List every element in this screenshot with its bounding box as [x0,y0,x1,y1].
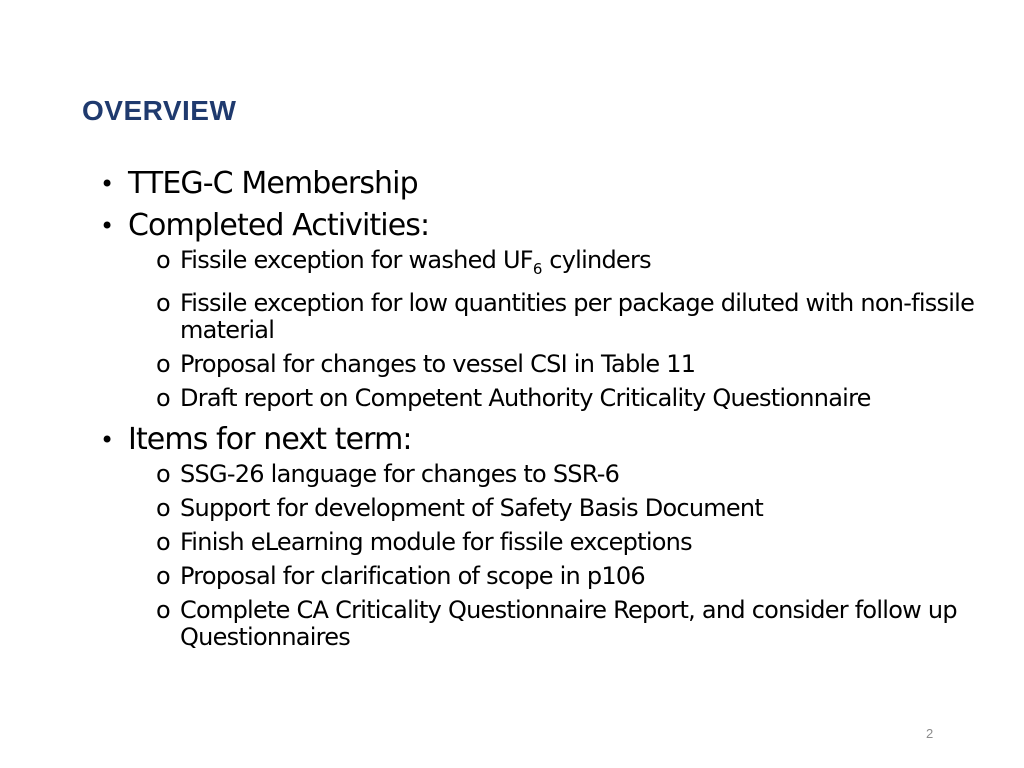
sub-bullet-text: Complete CA Criticality Questionnaire Report, and consider follow up Questionnaires [180,595,957,651]
chemical-subscript: 6 [532,259,543,278]
circle-bullet-icon: o [156,595,171,624]
bullet-item-completed-activities [100,205,980,247]
next-term-list [100,461,980,651]
bullet-label: Items for next term: [128,421,412,457]
sub-bullet-item [100,563,980,590]
bullet-item-next-term [100,419,980,461]
sub-bullet-item [100,461,980,488]
circle-bullet-icon: o [156,493,171,522]
circle-bullet-icon: o [156,561,171,590]
sub-bullet-text-continued: cylinders [542,246,651,274]
bullet-item-membership [100,163,980,205]
circle-bullet-icon: o [156,288,171,317]
sub-bullet-item [100,597,980,651]
circle-bullet-icon: o [156,246,171,274]
bullet-icon: • [100,170,115,198]
completed-activities-list [100,247,980,412]
circle-bullet-icon: o [156,459,171,488]
sub-bullet-item [100,529,980,556]
slide-title: OVERVIEW [82,95,237,126]
sub-bullet-item [100,385,980,412]
bullet-label: Completed Activities: [128,208,430,243]
sub-bullet-text: SSG-26 language for changes to SSR-6 [180,459,620,488]
sub-bullet-text: Support for development of Safety Basis Document [180,493,764,522]
sub-bullet-text: Fissile exception for washed UF [180,246,533,274]
circle-bullet-icon: o [156,349,171,378]
sub-bullet-text: Proposal for clarification of scope in p106 [180,561,645,590]
sub-bullet-item [100,495,980,522]
sub-bullet-item [100,290,980,344]
sub-bullet-text: Draft report on Competent Authority Criticality Questionnaire [180,383,871,412]
circle-bullet-icon: o [156,383,171,412]
sub-bullet-text: Fissile exception for low quantities per package diluted with non-fissile material [180,288,975,344]
bullet-label: TTEG-C Membership [128,166,418,201]
page-number: 2 [926,726,934,741]
circle-bullet-icon: o [156,527,171,556]
bullet-icon: • [100,212,115,240]
sub-bullet-item [100,247,980,283]
sub-bullet-item [100,351,980,378]
bullet-icon: • [100,425,115,454]
sub-bullet-text: Proposal for changes to vessel CSI in Table 11 [180,349,696,378]
bullet-list [100,163,980,658]
sub-bullet-text: Finish eLearning module for fissile exceptions [180,527,692,556]
